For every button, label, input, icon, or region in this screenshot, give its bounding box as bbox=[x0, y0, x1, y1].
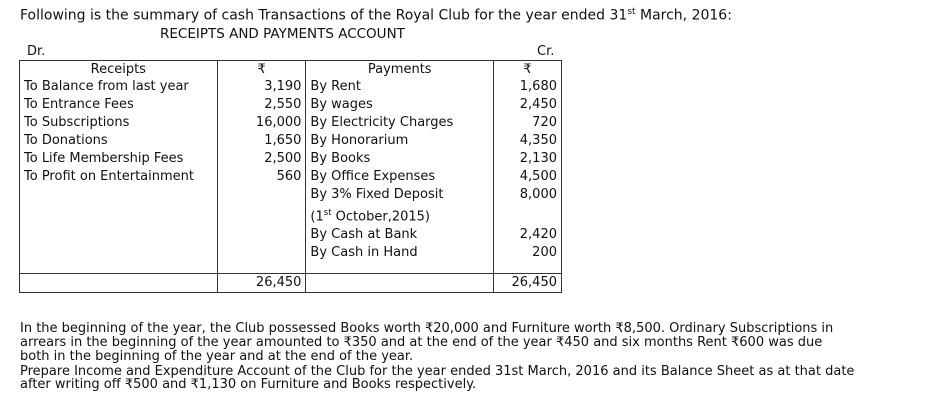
payment-item: By Cash at Bank bbox=[306, 226, 494, 244]
receipt-item bbox=[20, 226, 218, 244]
instruction-line-1: Prepare Income and Expenditure Account of the Club for the year ended 31st March, 2016 and its Balance Sheet as at that date bbox=[20, 364, 855, 379]
payment-amount: 4,350 bbox=[494, 132, 562, 150]
payment-amount: 2,130 bbox=[494, 150, 562, 168]
table-row bbox=[20, 96, 562, 114]
receipt-item: To Balance from last year bbox=[20, 78, 218, 96]
account-title: RECEIPTS AND PAYMENTS ACCOUNT bbox=[160, 26, 405, 42]
payment-date-sup: st bbox=[323, 208, 332, 218]
question-intro bbox=[20, 7, 732, 24]
payment-item: By Electricity Charges bbox=[306, 114, 494, 132]
cr-label: Cr. bbox=[537, 44, 555, 59]
receipt-item: To Life Membership Fees bbox=[20, 150, 218, 168]
total-payments: 26,450 bbox=[494, 274, 562, 293]
receipt-currency-header: ₹ bbox=[217, 61, 306, 79]
table-row bbox=[20, 150, 562, 168]
total-receipts: 26,450 bbox=[217, 274, 306, 293]
receipt-item bbox=[20, 186, 218, 204]
receipt-amount bbox=[217, 226, 306, 244]
payment-amount: 1,680 bbox=[494, 78, 562, 96]
payment-item: By Honorarium bbox=[306, 132, 494, 150]
payment-item: By 3% Fixed Deposit bbox=[306, 186, 494, 204]
receipts-payments-table bbox=[19, 60, 562, 293]
receipt-item: To Entrance Fees bbox=[20, 96, 218, 114]
payment-item: By Cash in Hand bbox=[306, 244, 494, 262]
intro-text: Following is the summary of cash Transactions of the Royal Club for the year ended 31 bbox=[20, 7, 628, 24]
payment-amount: 200 bbox=[494, 244, 562, 262]
table-row bbox=[20, 186, 562, 204]
payment-item: By wages bbox=[306, 96, 494, 114]
receipt-amount: 16,000 bbox=[217, 114, 306, 132]
receipt-amount: 2,550 bbox=[217, 96, 306, 114]
payment-amount: 4,500 bbox=[494, 168, 562, 186]
payment-amount: 8,000 bbox=[494, 186, 562, 204]
table-row bbox=[20, 132, 562, 150]
info-line-2: arrears in the beginning of the year amounted to ₹350 and at the end of the year ₹450 and six months Rent ₹600 was due bbox=[20, 335, 823, 350]
table-row bbox=[20, 226, 562, 244]
intro-suffix: March, 2016: bbox=[635, 7, 732, 24]
intro-sup: st bbox=[627, 7, 636, 17]
payments-header: Payments bbox=[306, 61, 494, 79]
table-row bbox=[20, 168, 562, 186]
payment-amount bbox=[494, 204, 562, 226]
payment-item: By Rent bbox=[306, 78, 494, 96]
receipt-amount bbox=[217, 204, 306, 226]
spacer-row bbox=[20, 262, 562, 274]
table-row bbox=[20, 244, 562, 262]
receipts-header: Receipts bbox=[20, 61, 218, 79]
receipt-amount bbox=[217, 244, 306, 262]
dr-label: Dr. bbox=[27, 44, 46, 59]
receipt-item: To Subscriptions bbox=[20, 114, 218, 132]
payment-amount: 720 bbox=[494, 114, 562, 132]
receipt-item bbox=[20, 244, 218, 262]
info-line-3: both in the beginning of the year and at the end of the year. bbox=[20, 349, 414, 364]
receipt-item bbox=[20, 204, 218, 226]
receipt-amount: 1,650 bbox=[217, 132, 306, 150]
payment-item: By Office Expenses bbox=[306, 168, 494, 186]
payment-amount: 2,420 bbox=[494, 226, 562, 244]
info-line-1: In the beginning of the year, the Club possessed Books worth ₹20,000 and Furniture worth ₹8,500. Ordinary Subscriptions in bbox=[20, 321, 834, 336]
receipt-item: To Profit on Entertainment bbox=[20, 168, 218, 186]
payment-item: By Books bbox=[306, 150, 494, 168]
receipt-item: To Donations bbox=[20, 132, 218, 150]
total-row bbox=[20, 274, 562, 293]
table-row bbox=[20, 204, 562, 226]
table-header-row bbox=[20, 61, 562, 79]
payment-date-prefix: (1 bbox=[310, 209, 324, 225]
table-row bbox=[20, 114, 562, 132]
payment-date-suffix: October,2015) bbox=[331, 209, 430, 225]
receipt-amount: 2,500 bbox=[217, 150, 306, 168]
receipt-amount bbox=[217, 186, 306, 204]
receipt-amount: 560 bbox=[217, 168, 306, 186]
payment-currency-header: ₹ bbox=[494, 61, 562, 79]
receipt-amount: 3,190 bbox=[217, 78, 306, 96]
instruction-line-2: after writing off ₹500 and ₹1,130 on Furniture and Books respectively. bbox=[20, 377, 477, 392]
table-row bbox=[20, 78, 562, 96]
payment-amount: 2,450 bbox=[494, 96, 562, 114]
payment-item-continued bbox=[306, 204, 494, 226]
